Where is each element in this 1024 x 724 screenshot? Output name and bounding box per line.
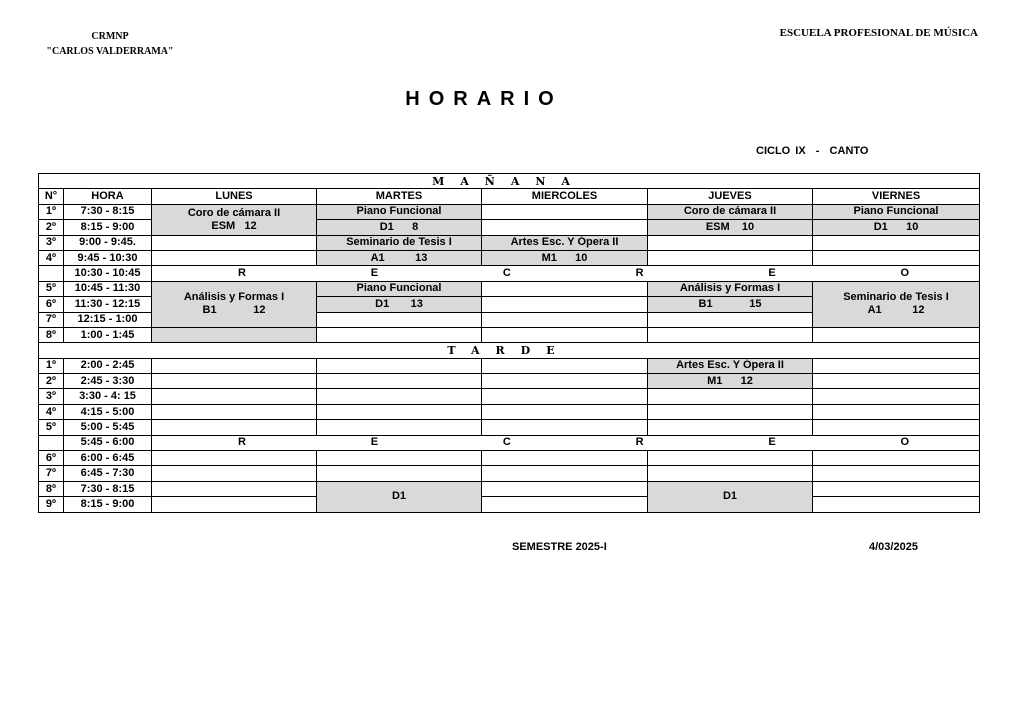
empty-cell [152,374,317,389]
slot-number: 1º [39,358,64,373]
section-afternoon: TARDE [39,343,980,358]
recess-letter: O [900,267,910,280]
slot-time: 12:15 - 1:00 [64,312,152,327]
empty-cell [648,404,813,419]
recess-row [152,435,980,450]
recess-letter: E [370,267,379,280]
slot-time: 7:30 - 8:15 [64,204,152,219]
empty-cell [317,358,482,373]
recess-row [152,266,980,281]
slot-time: 8:15 - 9:00 [64,220,152,235]
class-room: A1 12 [867,304,925,317]
table-row [39,466,980,481]
class-cell [152,281,317,327]
slot-number: 5º [39,281,64,296]
slot-time: 7:30 - 8:15 [64,481,152,496]
slot-number: 3º [39,389,64,404]
empty-cell [317,327,482,342]
empty-cell [648,327,813,342]
institution-name: "CARLOS VALDERRAMA" [46,46,174,57]
empty-cell [152,250,317,265]
empty-cell [152,235,317,250]
cycle-label: CICLO IX - CANTO [756,145,869,157]
table-row [39,374,980,389]
empty-cell [482,204,648,219]
empty-cell [482,404,648,419]
class-room: ESM 10 [648,220,813,235]
recess-letter: C [502,267,511,280]
slot-number: 9º [39,497,64,512]
slot-number: 6º [39,451,64,466]
class-name: Análisis y Formas I [183,291,285,304]
empty-cell [482,497,648,512]
date-label: 4/03/2025 [869,541,918,553]
table-row [39,389,980,404]
table-row [39,451,980,466]
slot-time: 5:45 - 6:00 [64,435,152,450]
empty-cell [648,451,813,466]
slot-number [39,435,64,450]
empty-cell [813,497,980,512]
recess-letter: R [635,267,644,280]
table-row [39,250,980,265]
slot-time: 11:30 - 12:15 [64,297,152,312]
empty-cell [813,451,980,466]
class-room: B1 15 [648,297,813,312]
recess-letter: E [768,436,776,449]
slot-time: 6:45 - 7:30 [64,466,152,481]
slot-time: 8:15 - 9:00 [64,497,152,512]
class-room: D1 8 [317,220,482,235]
slot-number [39,266,64,281]
col-header-viernes: VIERNES [813,189,980,204]
empty-cell [648,312,813,327]
slot-number: 1º [39,204,64,219]
empty-cell [648,250,813,265]
empty-cell [152,466,317,481]
class-name: Análisis y Formas I [648,281,813,296]
empty-cell [482,481,648,496]
recess-letter: E [768,267,776,280]
recess-letter: R [238,267,246,280]
class-room: A1 13 [317,250,482,265]
empty-cell [152,481,317,496]
class-room: D1 10 [813,220,980,235]
table-row [39,281,980,296]
empty-cell [317,451,482,466]
table-row [39,404,980,419]
empty-cell [152,420,317,435]
class-room: D1 [648,481,813,512]
slot-time: 9:00 - 9:45. [64,235,152,250]
slot-number: 5º [39,420,64,435]
col-header-n: N° [39,189,64,204]
empty-cell [482,312,648,327]
empty-cell [648,466,813,481]
class-room: B1 12 [202,304,266,317]
slot-number: 7º [39,312,64,327]
col-header-martes: MARTES [317,189,482,204]
class-name: Piano Funcional [317,281,482,296]
table-row [39,235,980,250]
slot-time: 2:45 - 3:30 [64,374,152,389]
institution-short: CRMNP [91,31,129,42]
slot-time: 6:00 - 6:45 [64,451,152,466]
empty-cell [482,420,648,435]
recess-letter: C [502,436,511,449]
empty-cell [648,389,813,404]
class-room: D1 13 [317,297,482,312]
column-header-row [39,189,980,204]
slot-number: 3º [39,235,64,250]
table-row [39,327,980,342]
empty-cell [813,250,980,265]
class-name: Coro de cámara II [648,204,813,219]
class-room: M1 12 [648,374,813,389]
empty-cell [813,235,980,250]
empty-cell [317,389,482,404]
slot-number: 8º [39,327,64,342]
slot-number: 7º [39,466,64,481]
empty-cell [152,451,317,466]
class-name: Seminario de Tesis I [843,291,949,304]
col-header-lunes: LUNES [152,189,317,204]
col-header-hora: HORA [64,189,152,204]
table-row [39,497,980,512]
table-row [39,204,980,219]
slot-number: 8º [39,481,64,496]
slot-time: 3:30 - 4: 15 [64,389,152,404]
schedule-table [38,173,980,513]
recess-letter: R [635,436,644,449]
empty-cell [152,389,317,404]
empty-cell [813,389,980,404]
empty-cell [482,389,648,404]
institution-header [40,29,180,59]
empty-cell [317,312,482,327]
class-room: D1 [317,481,482,512]
slot-time: 2:00 - 2:45 [64,358,152,373]
recess-letter: E [370,436,379,449]
class-cell [152,204,317,235]
empty-cell [317,466,482,481]
slot-number: 4º [39,404,64,419]
empty-cell [317,420,482,435]
empty-cell [482,374,648,389]
semester-label: SEMESTRE 2025-I [512,541,607,553]
class-name: Piano Funcional [813,204,980,219]
empty-cell [648,235,813,250]
recess-letter: O [900,436,910,449]
class-name: Coro de cámara II [187,206,281,219]
class-name: Artes Esc. Y Ópera II [482,235,648,250]
empty-cell [482,297,648,312]
slot-time: 4:15 - 5:00 [64,404,152,419]
empty-cell [482,358,648,373]
empty-cell [813,374,980,389]
empty-cell [317,404,482,419]
empty-cell [813,327,980,342]
class-room: M1 10 [482,250,648,265]
class-name: Artes Esc. Y Ópera II [648,358,813,373]
slot-time: 1:00 - 1:45 [64,327,152,342]
empty-cell [152,358,317,373]
school-name: ESCUELA PROFESIONAL DE MÚSICA [779,27,978,39]
class-room: ESM 12 [211,219,257,232]
empty-cell [813,358,980,373]
table-row [39,420,980,435]
section-morning: MAÑANA [39,174,980,189]
table-row [39,358,980,373]
class-name: Seminario de Tesis I [317,235,482,250]
empty-cell [317,374,482,389]
empty-cell [152,404,317,419]
slot-time: 10:30 - 10:45 [64,266,152,281]
empty-cell [482,220,648,235]
class-cell [813,281,980,327]
empty-cell [482,281,648,296]
empty-cell [813,420,980,435]
slot-time: 5:00 - 5:45 [64,420,152,435]
table-row [39,435,980,450]
empty-cell [152,327,317,342]
slot-number: 6º [39,297,64,312]
slot-number: 2º [39,374,64,389]
empty-cell [482,466,648,481]
slot-number: 2º [39,220,64,235]
empty-cell [813,481,980,496]
recess-letter: R [238,436,246,449]
class-name: Piano Funcional [317,204,482,219]
table-row [39,481,980,496]
empty-cell [813,466,980,481]
col-header-miercoles: MIERCOLES [482,189,648,204]
slot-number: 4º [39,250,64,265]
slot-time: 9:45 - 10:30 [64,250,152,265]
table-row [39,266,980,281]
empty-cell [813,404,980,419]
page-title: HORARIO [405,88,563,110]
empty-cell [648,420,813,435]
empty-cell [482,451,648,466]
empty-cell [152,497,317,512]
slot-time: 10:45 - 11:30 [64,281,152,296]
col-header-jueves: JUEVES [648,189,813,204]
empty-cell [482,327,648,342]
